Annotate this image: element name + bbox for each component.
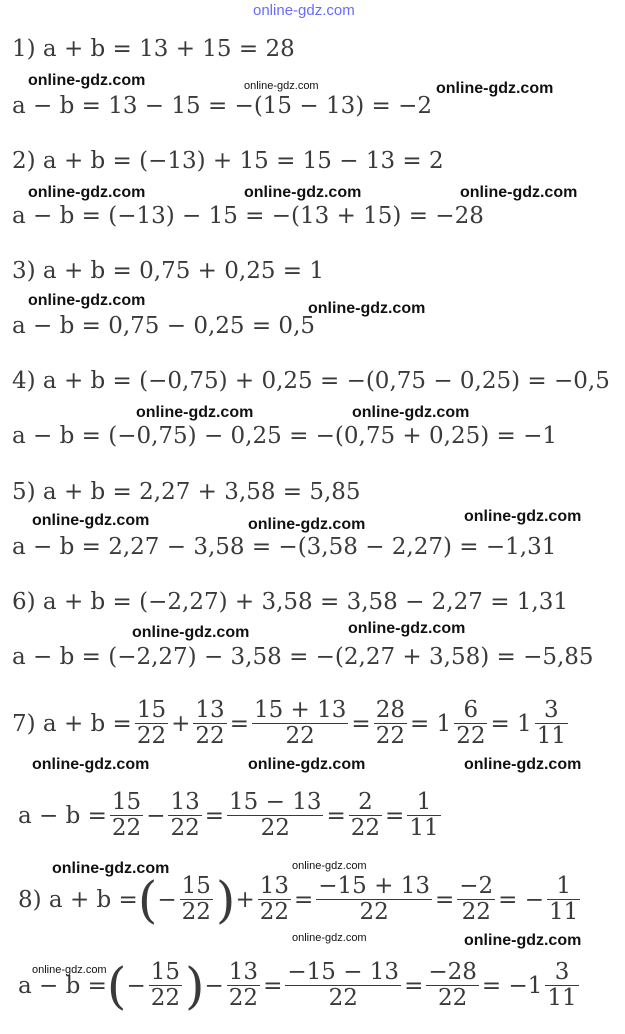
- watermark: online-gdz.com: [292, 932, 367, 944]
- operator: =: [351, 710, 371, 737]
- fraction: $\frac{13}{22}$: [228, 959, 259, 1012]
- fraction: $\frac{15 + 13}{22}$: [253, 697, 347, 750]
- operator: = −1: [481, 972, 543, 999]
- watermark: online-gdz.com: [244, 184, 362, 201]
- fraction: $\frac{-15 - 13}{22}$: [287, 959, 400, 1012]
- fraction: $\frac{2}{22}$: [350, 789, 381, 842]
- operator: −: [204, 972, 224, 999]
- fraction: $\frac{13}{22}$: [195, 697, 225, 750]
- watermark: online-gdz.com: [244, 80, 319, 92]
- problem-6-sum: 6) a + b = (−2,27) + 3,58 = 3,58 − 2,27 = 1,31: [12, 589, 568, 615]
- fraction: $\frac{1}{11}$: [409, 789, 439, 842]
- watermark: online-gdz.com: [292, 860, 367, 872]
- problem-3-sum: 3) a + b = 0,75 + 0,25 = 1: [12, 258, 324, 284]
- watermark: online-gdz.com: [308, 300, 426, 317]
- watermark: online-gdz.com: [32, 756, 150, 773]
- watermark: online-gdz.com: [464, 932, 582, 949]
- watermark: online-gdz.com: [32, 964, 107, 976]
- operator: =: [434, 886, 455, 913]
- watermark: online-gdz.com: [136, 404, 254, 421]
- fraction: $\frac{28}{22}$: [375, 697, 405, 750]
- problem-2-diff: a − b = (−13) − 15 = −(13 + 15) = −28: [12, 203, 484, 229]
- operator: = 1: [409, 710, 452, 737]
- watermark: online-gdz.com: [132, 624, 250, 641]
- problem-1-diff: a − b = 13 − 15 = −(15 − 13) = −2: [12, 93, 432, 119]
- paren: (: [106, 956, 127, 1015]
- p7-diff-prefix: a − b =: [18, 802, 107, 829]
- watermark: online-gdz.com: [248, 756, 366, 773]
- watermark-top: online-gdz.com: [253, 2, 355, 19]
- problem-1-sum: 1) a + b = 13 + 15 = 28: [12, 36, 295, 62]
- operator: −: [146, 802, 166, 829]
- watermark: online-gdz.com: [464, 508, 582, 525]
- watermark: online-gdz.com: [460, 184, 578, 201]
- paren: ): [185, 956, 205, 1015]
- fraction: $\frac{3}{11}$: [536, 697, 566, 750]
- problem-4-sum: 4) a + b = (−0,75) + 0,25 = −(0,75 − 0,25) = −0,5: [12, 368, 610, 394]
- operator: +: [171, 710, 191, 737]
- paren: (: [137, 870, 158, 929]
- watermark: online-gdz.com: [28, 292, 146, 309]
- operator: = −: [498, 886, 545, 913]
- problem-4-diff: a − b = (−0,75) − 0,25 = −(0,75 + 0,25) = −1: [12, 423, 557, 449]
- fraction: $\frac{13}{22}$: [170, 789, 200, 842]
- watermark: online-gdz.com: [464, 756, 582, 773]
- operator: −: [157, 886, 177, 913]
- p8-sum-prefix: 8) a + b =: [18, 886, 138, 913]
- operator: =: [263, 972, 283, 999]
- problem-5-diff: a − b = 2,27 − 3,58 = −(3,58 − 2,27) = −1,31: [12, 534, 557, 560]
- fraction: $\frac{3}{11}$: [547, 959, 577, 1012]
- fraction: $\frac{15}{22}$: [111, 789, 142, 842]
- operator: = 1: [490, 710, 532, 737]
- problem-2-sum: 2) a + b = (−13) + 15 = 15 − 13 = 2: [12, 148, 444, 174]
- problem-5-sum: 5) a + b = 2,27 + 3,58 = 5,85: [12, 479, 361, 505]
- fraction: $\frac{15}{22}$: [136, 697, 167, 750]
- problem-6-diff: a − b = (−2,27) − 3,58 = −(2,27 + 3,58) = −5,85: [12, 644, 594, 670]
- operator: =: [229, 710, 249, 737]
- watermark: online-gdz.com: [28, 72, 146, 89]
- operator: =: [204, 802, 225, 829]
- fraction: $\frac{15}{22}$: [150, 959, 180, 1012]
- fraction: $\frac{-28}{22}$: [428, 959, 477, 1012]
- operator: =: [404, 972, 424, 999]
- paren: ): [215, 870, 236, 929]
- p8-diff-prefix: a − b =: [18, 972, 107, 999]
- problem-3-diff: a − b = 0,75 − 0,25 = 0,5: [12, 313, 316, 339]
- watermark: online-gdz.com: [348, 620, 466, 637]
- watermark: online-gdz.com: [28, 184, 146, 201]
- operator: −: [126, 972, 146, 999]
- operator: =: [385, 802, 405, 829]
- problem-8-sum: [18, 870, 583, 929]
- p7-sum-prefix: 7) a + b =: [12, 710, 132, 737]
- problem-7-sum: [12, 698, 571, 750]
- fraction: $\frac{6}{22}$: [456, 697, 486, 750]
- fraction: $\frac{1}{11}$: [549, 873, 579, 926]
- watermark: online-gdz.com: [248, 516, 366, 533]
- operator: =: [294, 886, 314, 913]
- fraction: $\frac{-2}{22}$: [459, 873, 494, 926]
- operator: +: [235, 886, 255, 913]
- fraction: $\frac{13}{22}$: [259, 873, 289, 926]
- operator: =: [326, 802, 346, 829]
- problem-7-diff: [18, 790, 444, 842]
- watermark: online-gdz.com: [32, 512, 150, 529]
- fraction: $\frac{15 - 13}{22}$: [229, 789, 322, 842]
- fraction: $\frac{-15 + 13}{22}$: [318, 873, 430, 926]
- fraction: $\frac{15}{22}$: [181, 873, 211, 926]
- watermark: online-gdz.com: [52, 860, 170, 877]
- watermark: online-gdz.com: [436, 80, 554, 97]
- watermark: online-gdz.com: [352, 404, 470, 421]
